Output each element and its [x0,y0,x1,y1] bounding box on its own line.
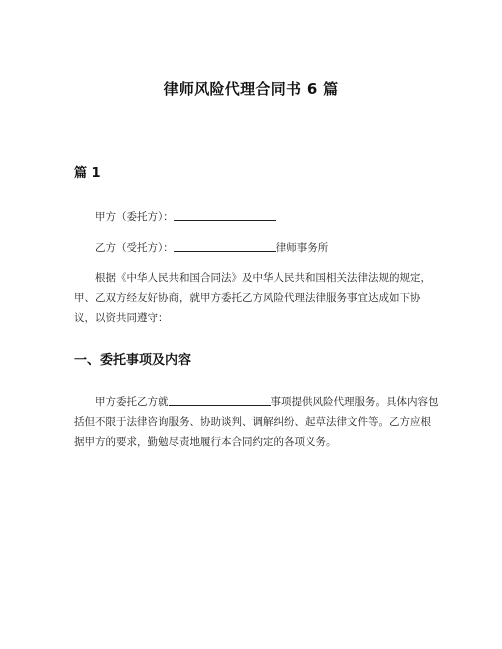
section-1-paragraph [74,392,440,452]
part-heading: 篇 1 [74,166,101,181]
party-b-blank [174,239,276,252]
section-1-prefix: 甲方委托乙方就 [95,396,169,408]
section-1-heading: 一、委托事项及内容 [74,353,192,368]
party-a-blank [174,208,276,221]
section-1-suffix: 事项提供风险代理服务。具体内容包括但不限于法律咨询服务、协助谈判、调解纠纷、起草法律文件等。乙方应根据甲方的要求，勤勉尽责地履行本合同约定的各项义务。 [74,396,439,448]
document-title: 律师风险代理合同书 6 篇 [163,80,339,98]
party-b-suffix: 律师事务所 [275,242,329,254]
party-a-line [74,207,440,227]
matter-blank [169,393,271,406]
party-b-line [74,238,440,258]
basis-paragraph: 根据《中华人民共和国合同法》及中华人民共和国相关法律法规的规定，甲、乙双方经友好协商，就甲方委托乙方风险代理法律服务事宜达成如下协议，以资共同遵守： [74,272,431,324]
party-b-label: 乙方（受托方）： [95,242,174,254]
party-a-label: 甲方（委托方）： [95,211,174,223]
